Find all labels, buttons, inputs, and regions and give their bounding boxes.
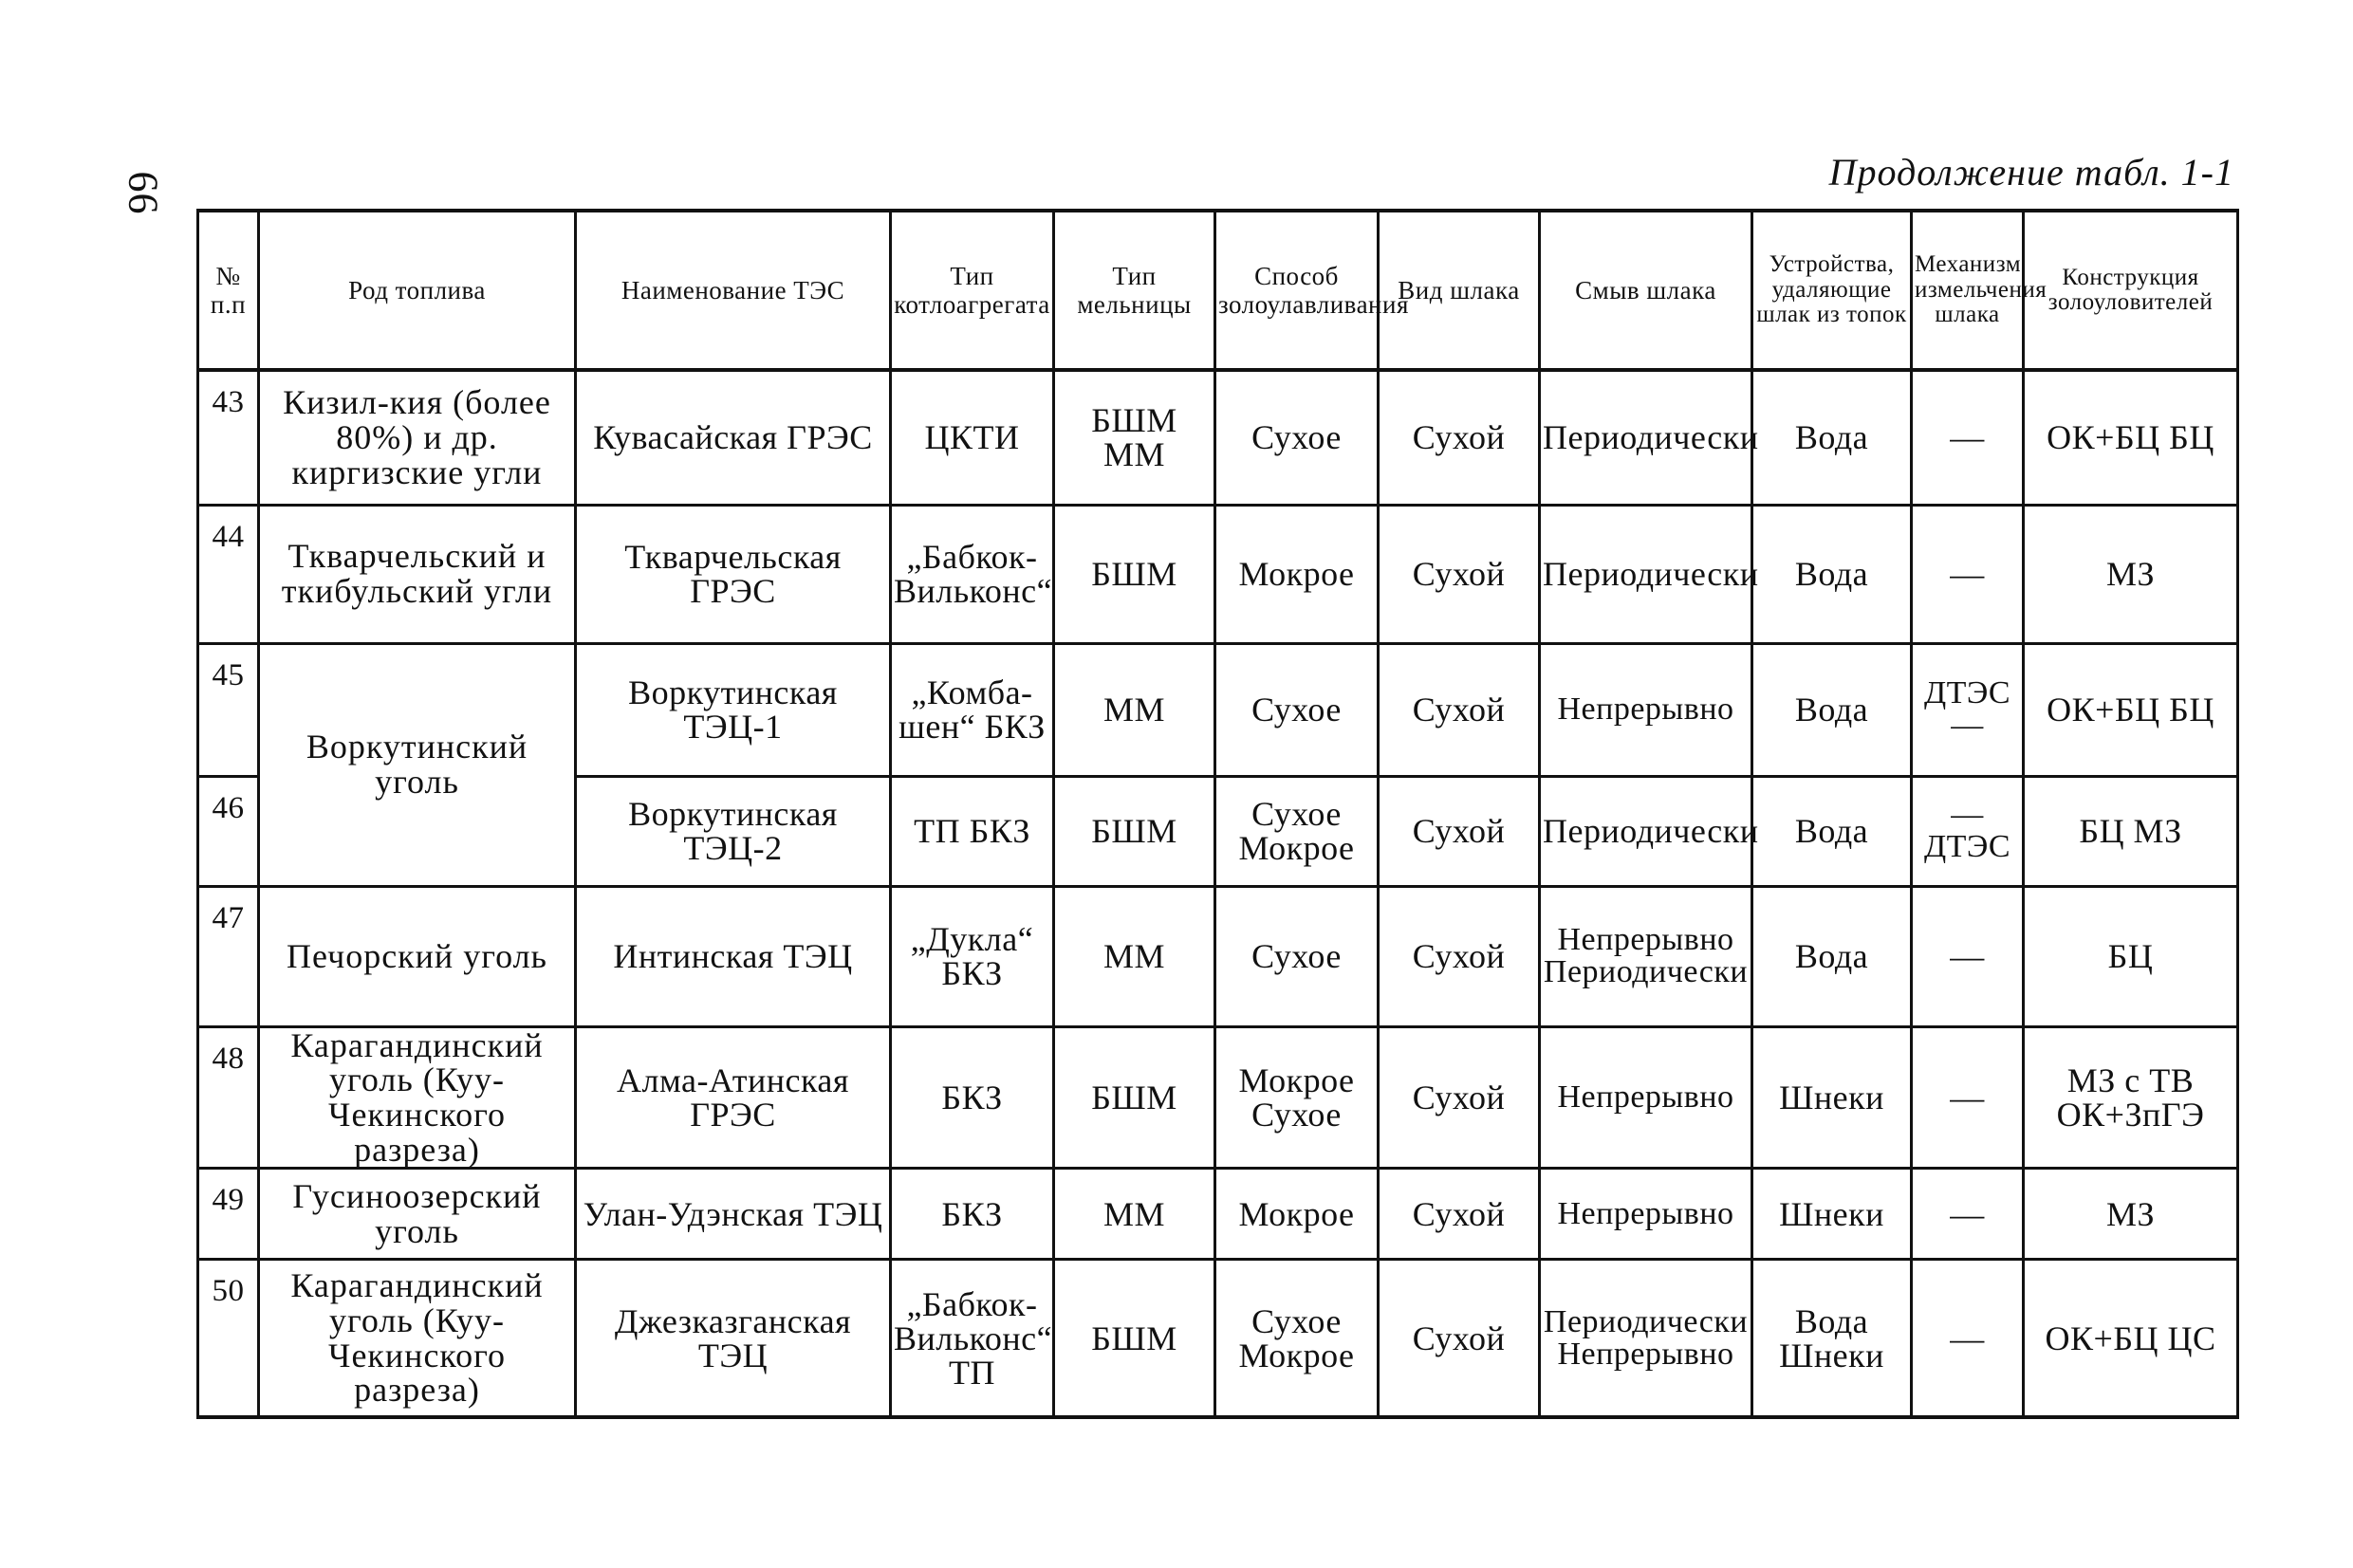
slag-flush-cell: Непрерывно Периодически bbox=[1540, 886, 1752, 1026]
mill-cell: ММ bbox=[1054, 1169, 1215, 1260]
fuel-cell: Карагандинский уголь (Куу-Чекинского разреза) bbox=[259, 1260, 576, 1417]
col-header-crushing: Механизм измельчения шлака bbox=[1912, 211, 2024, 370]
ash-method-cell: Сухое Мокрое bbox=[1215, 1260, 1379, 1417]
plant-cell: Воркутинская ТЭЦ-2 bbox=[576, 776, 891, 886]
slag-type-cell: Сухой bbox=[1379, 643, 1540, 776]
mill-cell: ММ bbox=[1054, 643, 1215, 776]
mill-cell: ММ bbox=[1054, 886, 1215, 1026]
row-number: 43 bbox=[198, 370, 259, 505]
plant-cell: Алма-Атинская ГРЭС bbox=[576, 1026, 891, 1169]
table-row bbox=[198, 370, 2238, 505]
collectors-cell: МЗ с ТВ ОК+ЗпГЭ bbox=[2024, 1026, 2238, 1169]
row-number: 44 bbox=[198, 505, 259, 643]
crushing-cell: — bbox=[1912, 886, 2024, 1026]
table-row bbox=[198, 1026, 2238, 1169]
slag-type-cell: Сухой bbox=[1379, 505, 1540, 643]
plant-cell: Кувасайская ГРЭС bbox=[576, 370, 891, 505]
row-number: 48 bbox=[198, 1026, 259, 1169]
col-header-boiler: Тип котлоагрегата bbox=[891, 211, 1054, 370]
slag-type-cell: Сухой bbox=[1379, 1169, 1540, 1260]
slag-removal-cell: Шнеки bbox=[1752, 1026, 1912, 1169]
boiler-cell: БКЗ bbox=[891, 1169, 1054, 1260]
slag-type-cell: Сухой bbox=[1379, 1026, 1540, 1169]
power-plants-table bbox=[196, 209, 2239, 1419]
slag-type-cell: Сухой bbox=[1379, 886, 1540, 1026]
mill-cell: БШМ bbox=[1054, 1260, 1215, 1417]
table-row bbox=[198, 1169, 2238, 1260]
row-number: 47 bbox=[198, 886, 259, 1026]
slag-removal-cell: Вода bbox=[1752, 643, 1912, 776]
table-row bbox=[198, 505, 2238, 643]
boiler-cell: ЦКТИ bbox=[891, 370, 1054, 505]
ash-method-cell: Сухое bbox=[1215, 370, 1379, 505]
col-header-ash-method: Способ золоулавливания bbox=[1215, 211, 1379, 370]
slag-removal-cell: Вода bbox=[1752, 776, 1912, 886]
fuel-cell: Кизил-кия (более 80%) и др. киргизские угли bbox=[259, 370, 576, 505]
col-header-slag-flush: Смыв шлака bbox=[1540, 211, 1752, 370]
crushing-cell: — bbox=[1912, 1026, 2024, 1169]
collectors-cell: ОК+БЦ БЦ bbox=[2024, 370, 2238, 505]
slag-flush-cell: Периодически bbox=[1540, 776, 1752, 886]
crushing-cell: — bbox=[1912, 370, 2024, 505]
plant-cell: Ткварчельская ГРЭС bbox=[576, 505, 891, 643]
collectors-cell: БЦ МЗ bbox=[2024, 776, 2238, 886]
slag-flush-cell: Непрерывно bbox=[1540, 1026, 1752, 1169]
slag-type-cell: Сухой bbox=[1379, 370, 1540, 505]
slag-removal-cell: Шнеки bbox=[1752, 1169, 1912, 1260]
ash-method-cell: Сухое Мокрое bbox=[1215, 776, 1379, 886]
ash-method-cell: Мокрое bbox=[1215, 1169, 1379, 1260]
row-number: 50 bbox=[198, 1260, 259, 1417]
mill-cell: БШМ bbox=[1054, 505, 1215, 643]
slag-type-cell: Сухой bbox=[1379, 776, 1540, 886]
boiler-cell: „Бабкок-Вильконс“ ТП bbox=[891, 1260, 1054, 1417]
row-number: 49 bbox=[198, 1169, 259, 1260]
slag-removal-cell: Вода bbox=[1752, 505, 1912, 643]
collectors-cell: МЗ bbox=[2024, 505, 2238, 643]
ash-method-cell: Сухое bbox=[1215, 643, 1379, 776]
crushing-cell: — bbox=[1912, 1169, 2024, 1260]
table-row bbox=[198, 643, 2238, 776]
fuel-cell: Ткварчельский и ткибульский угли bbox=[259, 505, 576, 643]
plant-cell: Джезказганская ТЭЦ bbox=[576, 1260, 891, 1417]
ash-method-cell: Мокрое Сухое bbox=[1215, 1026, 1379, 1169]
page-number: 66 bbox=[120, 171, 167, 215]
boiler-cell: „Дукла“ БКЗ bbox=[891, 886, 1054, 1026]
col-header-slag-removal: Устройства, удаляющие шлак из топок bbox=[1752, 211, 1912, 370]
slag-type-cell: Сухой bbox=[1379, 1260, 1540, 1417]
col-header-collectors: Конструкция золоуловителей bbox=[2024, 211, 2238, 370]
boiler-cell: „Комба-шен“ БКЗ bbox=[891, 643, 1054, 776]
boiler-cell: БКЗ bbox=[891, 1026, 1054, 1169]
fuel-cell: Гусиноозерский уголь bbox=[259, 1169, 576, 1260]
collectors-cell: ОК+БЦ БЦ bbox=[2024, 643, 2238, 776]
crushing-cell: — bbox=[1912, 1260, 2024, 1417]
collectors-cell: МЗ bbox=[2024, 1169, 2238, 1260]
col-header-fuel: Род топлива bbox=[259, 211, 576, 370]
crushing-cell: — ДТЭС bbox=[1912, 776, 2024, 886]
slag-flush-cell: Периодически bbox=[1540, 505, 1752, 643]
table-caption: Продолжение табл. 1-1 bbox=[1828, 151, 2234, 194]
col-header-num: № п.п bbox=[198, 211, 259, 370]
fuel-cell: Печорский уголь bbox=[259, 886, 576, 1026]
plant-cell: Улан-Удэнская ТЭЦ bbox=[576, 1169, 891, 1260]
slag-removal-cell: Вода bbox=[1752, 370, 1912, 505]
row-number: 46 bbox=[198, 776, 259, 886]
slag-flush-cell: Периодически bbox=[1540, 370, 1752, 505]
mill-cell: БШМ bbox=[1054, 776, 1215, 886]
header-row bbox=[198, 211, 2238, 370]
col-header-plant: Наименование ТЭС bbox=[576, 211, 891, 370]
mill-cell: БШМ bbox=[1054, 1026, 1215, 1169]
fuel-cell: Воркутинский уголь bbox=[259, 643, 576, 886]
collectors-cell: ОК+БЦ ЦС bbox=[2024, 1260, 2238, 1417]
boiler-cell: ТП БКЗ bbox=[891, 776, 1054, 886]
slag-removal-cell: Вода bbox=[1752, 886, 1912, 1026]
collectors-cell: БЦ bbox=[2024, 886, 2238, 1026]
slag-flush-cell: Непрерывно bbox=[1540, 643, 1752, 776]
crushing-cell: — bbox=[1912, 505, 2024, 643]
ash-method-cell: Мокрое bbox=[1215, 505, 1379, 643]
col-header-mill: Тип мельницы bbox=[1054, 211, 1215, 370]
table-row bbox=[198, 1260, 2238, 1417]
slag-removal-cell: Вода Шнеки bbox=[1752, 1260, 1912, 1417]
table-row bbox=[198, 886, 2238, 1026]
mill-cell: БШМ ММ bbox=[1054, 370, 1215, 505]
slag-flush-cell: Непрерывно bbox=[1540, 1169, 1752, 1260]
slag-flush-cell: Периодически Непрерывно bbox=[1540, 1260, 1752, 1417]
fuel-cell: Карагандинский уголь (Куу-Чекинского разреза) bbox=[259, 1026, 576, 1169]
boiler-cell: „Бабкок-Вильконс“ bbox=[891, 505, 1054, 643]
ash-method-cell: Сухое bbox=[1215, 886, 1379, 1026]
plant-cell: Интинская ТЭЦ bbox=[576, 886, 891, 1026]
crushing-cell: ДТЭС — bbox=[1912, 643, 2024, 776]
row-number: 45 bbox=[198, 643, 259, 776]
col-header-slag-type: Вид шлака bbox=[1379, 211, 1540, 370]
plant-cell: Воркутинская ТЭЦ-1 bbox=[576, 643, 891, 776]
